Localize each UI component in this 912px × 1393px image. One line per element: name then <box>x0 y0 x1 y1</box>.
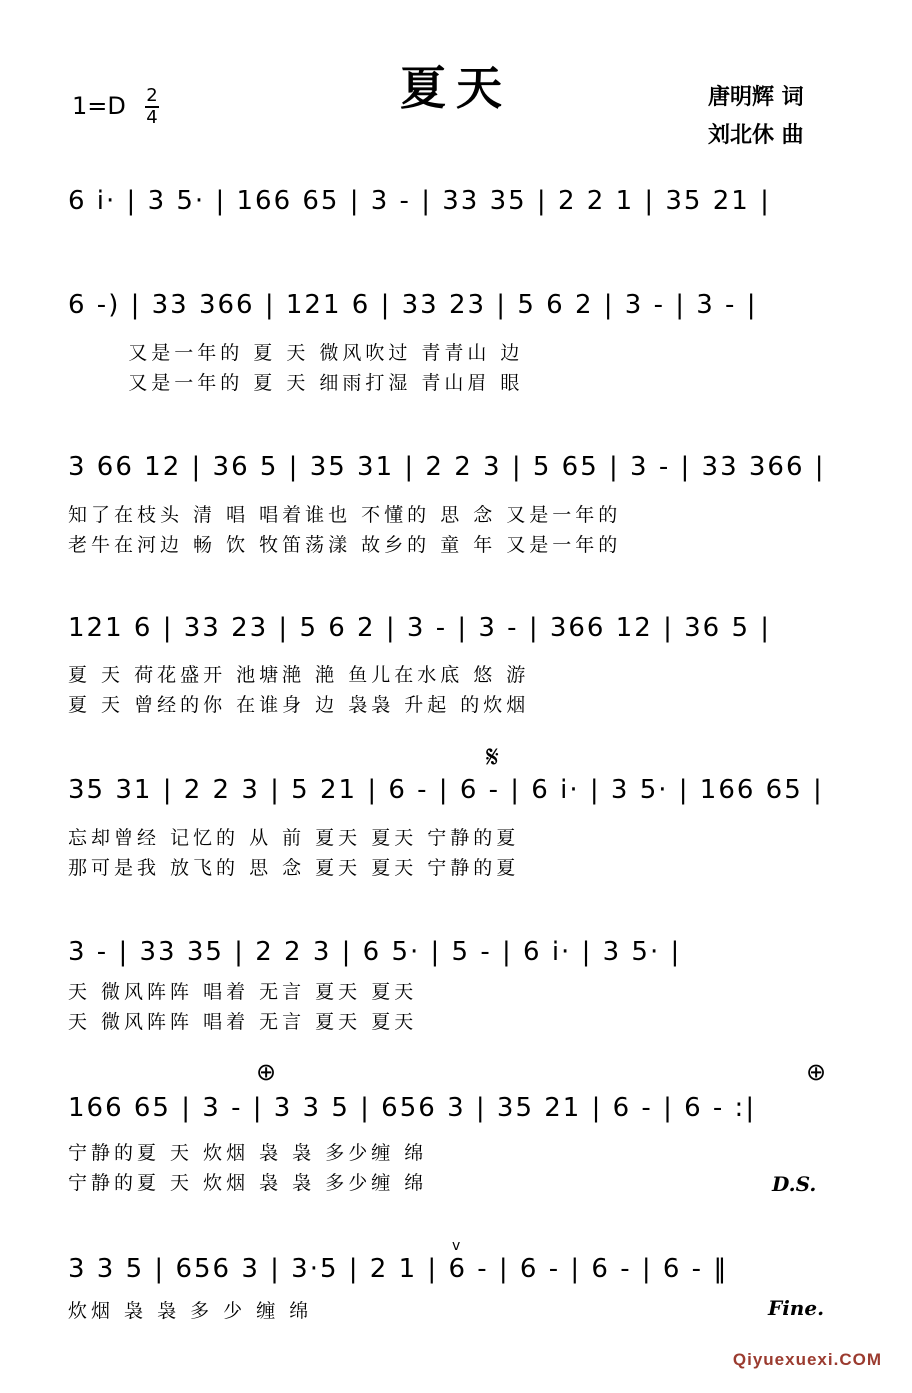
lyrics-row-6-verse-1: 天 微风阵阵 唱着 无言 夏天 夏天 <box>68 981 418 1003</box>
lyrics-row-7-verse-2: 宁静的夏 天 炊烟 袅 袅 多少缠 绵 <box>68 1172 428 1194</box>
lyrics-row-5-verse-2: 那可是我 放飞的 思 念 夏天 夏天 宁静的夏 <box>68 857 520 879</box>
fine-marking: Fine. <box>768 1296 825 1320</box>
lyrics-row-5-verse-1: 忘却曾经 记忆的 从 前 夏天 夏天 宁静的夏 <box>68 827 520 849</box>
lyrics-row-3-verse-1: 知了在枝头 清 唱 唱着谁也 不懂的 思 念 又是一年的 <box>68 504 622 526</box>
ds-marking: D.S. <box>772 1172 817 1196</box>
time-signature <box>142 86 162 128</box>
notation-row-8: 3 3 5 | 656 3 | 3·5 | 2 1 | 6 - | 6 - | 6 - | 6 - ‖ <box>68 1254 729 1284</box>
notation-row-4: 121 6 | 33 23 | 5 6 2 | 3 - | 3 - | 366 12 | 36 5 | <box>68 613 772 643</box>
lyrics-row-8: 炊烟 袅 袅 多 少 缠 绵 <box>68 1300 313 1322</box>
lyrics-row-7-verse-1: 宁静的夏 天 炊烟 袅 袅 多少缠 绵 <box>68 1142 428 1164</box>
lyrics-row-4-verse-2: 夏 天 曾经的你 在谁身 边 袅袅 升起 的炊烟 <box>68 694 530 716</box>
site-watermark: Qiyuexuexi.COM <box>732 1350 882 1369</box>
notation-row-7: 166 65 | 3 - | 3 3 5 | 656 3 | 35 21 | 6 - | 6 - :| <box>68 1093 757 1123</box>
notation-row-1: 6 i· | 3 5· | 166 65 | 3 - | 33 35 | 2 2 1 | 35 21 | <box>68 186 771 216</box>
coda-icon: ⊕ <box>256 1058 277 1086</box>
lyrics-row-2-verse-1: 又是一年的 夏 天 微风吹过 青青山 边 <box>68 342 524 364</box>
segno-icon: 𝄋 <box>486 740 499 775</box>
lyrics-row-3-verse-2: 老牛在河边 畅 饮 牧笛荡漾 故乡的 童 年 又是一年的 <box>68 534 622 556</box>
lyrics-row-4-verse-1: 夏 天 荷花盛开 池塘滟 滟 鱼儿在水底 悠 游 <box>68 664 530 686</box>
notation-row-5: 35 31 | 2 2 3 | 5 21 | 6 - | 6 - | 6 i· | 3 5· | 166 65 | <box>68 775 824 805</box>
breath-mark-icon: v <box>452 1238 461 1254</box>
time-top: 2 <box>146 85 158 106</box>
time-bottom: 4 <box>146 107 158 128</box>
notation-row-2: 6 -) | 33 366 | 121 6 | 33 23 | 5 6 2 | 3 - | 3 - | <box>68 290 758 320</box>
song-title: 夏天 <box>400 61 512 115</box>
coda-end-icon: ⊕ <box>806 1058 827 1086</box>
lyrics-row-6-verse-2: 天 微风阵阵 唱着 无言 夏天 夏天 <box>68 1011 418 1033</box>
lyricist-credit: 唐明辉 词 <box>708 85 804 110</box>
notation-row-6: 3 - | 33 35 | 2 2 3 | 6 5· | 5 - | 6 i· | 3 5· | <box>68 937 682 967</box>
key-signature: 1=D <box>72 92 126 120</box>
notation-row-3: 3 66 12 | 36 5 | 35 31 | 2 2 3 | 5 65 | 3 - | 33 366 | <box>68 452 826 482</box>
lyrics-row-2-verse-2: 又是一年的 夏 天 细雨打湿 青山眉 眼 <box>68 372 524 394</box>
composer-credit: 刘北休 曲 <box>708 123 804 148</box>
